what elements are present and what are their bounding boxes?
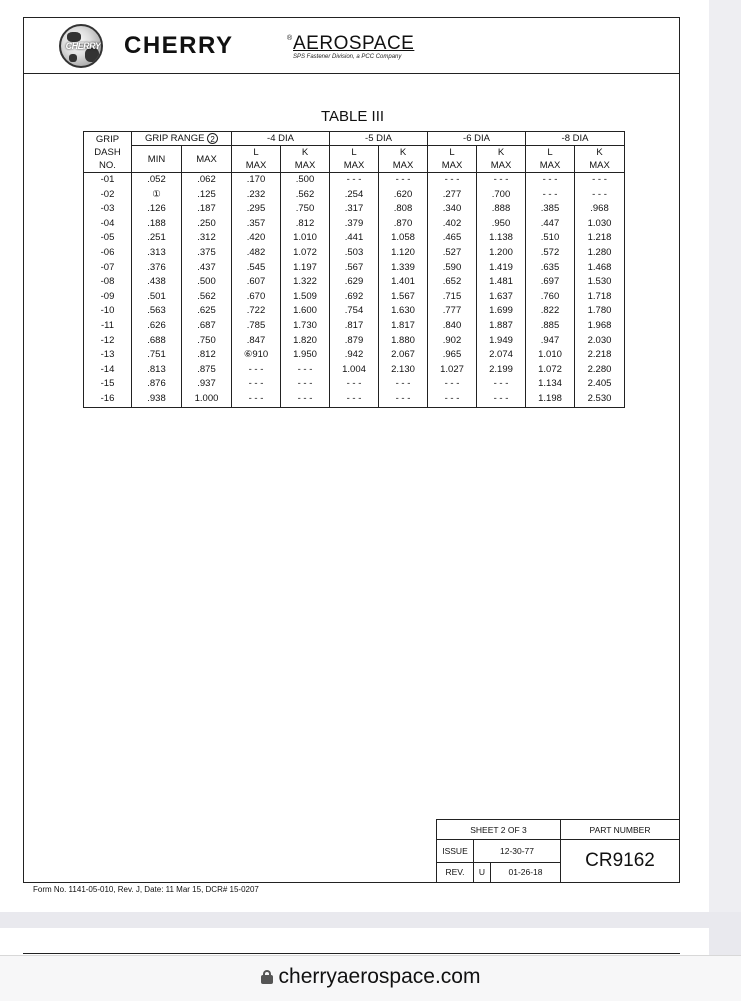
table-cell: .420 [232, 231, 281, 246]
table-cell: 2.530 [575, 392, 625, 407]
table-cell: - - - [575, 188, 625, 203]
grip-dash-cell: -11 [84, 319, 132, 334]
table-cell: .126 [132, 202, 182, 217]
sheet-number: SHEET 2 OF 3 [437, 820, 561, 840]
table-cell: .482 [232, 246, 281, 261]
table-cell: .590 [428, 261, 477, 276]
grip-dash-cell: -04 [84, 217, 132, 232]
k-max-header: K MAX [477, 146, 526, 173]
table-cell: .438 [132, 275, 182, 290]
table-row [84, 334, 625, 349]
table-cell: .870 [379, 217, 428, 232]
table-cell: - - - [477, 377, 526, 392]
dia-5-header: -5 DIA [330, 132, 428, 146]
table-cell: .545 [232, 261, 281, 276]
table-cell: .688 [132, 334, 182, 349]
table-cell: 1.200 [477, 246, 526, 261]
table-cell: .170 [232, 173, 281, 188]
grip-table-body [84, 173, 625, 408]
l-max-header: L MAX [428, 146, 477, 173]
table-cell: 1.820 [281, 334, 330, 349]
issue-label: ISSUE [437, 840, 474, 862]
page-scroll-edge [709, 0, 741, 912]
lock-icon [261, 970, 273, 984]
table-cell: 1.887 [477, 319, 526, 334]
grip-dash-cell: -12 [84, 334, 132, 349]
grip-dash-cell: -09 [84, 290, 132, 305]
table-cell: .635 [526, 261, 575, 276]
browser-address-bar[interactable] [0, 955, 741, 1001]
table-cell: .879 [330, 334, 379, 349]
table-cell: 1.401 [379, 275, 428, 290]
table-cell: 2.199 [477, 363, 526, 378]
min-header: MIN [132, 146, 182, 173]
table-cell: 1.138 [477, 231, 526, 246]
table-cell: .572 [526, 246, 575, 261]
table-row [84, 290, 625, 305]
table-cell: .375 [182, 246, 232, 261]
grip-dash-cell: -15 [84, 377, 132, 392]
grip-dash-no-header: GRIP DASH NO. [84, 132, 132, 173]
table-cell: .312 [182, 231, 232, 246]
table-cell: .715 [428, 290, 477, 305]
grip-table [83, 131, 625, 408]
table-cell: 2.218 [575, 348, 625, 363]
grip-dash-cell: -16 [84, 392, 132, 407]
table-cell: .629 [330, 275, 379, 290]
dia-4-header: -4 DIA [232, 132, 330, 146]
dia-6-header: -6 DIA [428, 132, 526, 146]
part-number: CR9162 [561, 840, 680, 883]
table-cell: .313 [132, 246, 182, 261]
table-cell: .968 [575, 202, 625, 217]
table-cell: .500 [182, 275, 232, 290]
rev-date: 01-26-18 [491, 862, 561, 882]
table-cell: .965 [428, 348, 477, 363]
table-cell: - - - [428, 173, 477, 188]
form-number-footer: Form No. 1141-05-010, Rev. J, Date: 11 Mar 15, DCR# 15-0207 [33, 885, 259, 894]
table-cell: 2.405 [575, 377, 625, 392]
table-cell: .750 [182, 334, 232, 349]
table-cell: - - - [281, 392, 330, 407]
table-cell: - - - [379, 392, 428, 407]
table-cell: - - - [330, 392, 379, 407]
table-cell: .385 [526, 202, 575, 217]
table-cell: .626 [132, 319, 182, 334]
table-cell: .062 [182, 173, 232, 188]
table-row [84, 304, 625, 319]
table-cell: .340 [428, 202, 477, 217]
table-cell: 1.198 [526, 392, 575, 407]
table-cell: 2.280 [575, 363, 625, 378]
table-cell: .187 [182, 202, 232, 217]
table-cell: .817 [330, 319, 379, 334]
logo-text: CHERRY [65, 41, 101, 51]
table-cell: .251 [132, 231, 182, 246]
table-cell: .562 [281, 188, 330, 203]
table-cell: - - - [526, 173, 575, 188]
table-cell: 1.004 [330, 363, 379, 378]
table-cell: .812 [281, 217, 330, 232]
table-cell: .888 [477, 202, 526, 217]
next-page-preview [0, 928, 709, 958]
table-cell: 1.030 [575, 217, 625, 232]
table-cell: - - - [330, 377, 379, 392]
table-cell: 1.968 [575, 319, 625, 334]
table-cell: ① [132, 188, 182, 203]
table-cell: 1.072 [526, 363, 575, 378]
l-max-header: L MAX [526, 146, 575, 173]
table-cell: 1.010 [526, 348, 575, 363]
table-cell: 1.780 [575, 304, 625, 319]
table-row [84, 246, 625, 261]
grip-dash-cell: -01 [84, 173, 132, 188]
table-title: TABLE III [320, 108, 385, 125]
table-cell: .947 [526, 334, 575, 349]
table-cell: .232 [232, 188, 281, 203]
table-row [84, 275, 625, 290]
table-cell: .760 [526, 290, 575, 305]
table-row [84, 202, 625, 217]
table-cell: .754 [330, 304, 379, 319]
table-cell: .317 [330, 202, 379, 217]
table-cell: - - - [330, 173, 379, 188]
table-cell: .687 [182, 319, 232, 334]
grip-dash-cell: -10 [84, 304, 132, 319]
table-cell: 1.637 [477, 290, 526, 305]
table-cell: 1.600 [281, 304, 330, 319]
issue-date: 12-30-77 [474, 840, 561, 862]
rev-letter: U [474, 862, 491, 882]
table-cell: .402 [428, 217, 477, 232]
table-cell: .567 [330, 261, 379, 276]
table-cell: - - - [526, 188, 575, 203]
table-cell: 1.027 [428, 363, 477, 378]
table-cell: 1.718 [575, 290, 625, 305]
table-row [84, 173, 625, 188]
grip-dash-cell: -06 [84, 246, 132, 261]
table-cell: 2.130 [379, 363, 428, 378]
table-cell: 1.072 [281, 246, 330, 261]
table-cell: 1.949 [477, 334, 526, 349]
table-cell: 2.074 [477, 348, 526, 363]
part-number-label: PART NUMBER [561, 820, 680, 840]
table-cell: .357 [232, 217, 281, 232]
table-cell: 1.280 [575, 246, 625, 261]
table-cell: .808 [379, 202, 428, 217]
table-row [84, 319, 625, 334]
table-cell: .379 [330, 217, 379, 232]
table-cell: 1.010 [281, 231, 330, 246]
table-row [84, 231, 625, 246]
table-cell: - - - [379, 377, 428, 392]
table-cell: .254 [330, 188, 379, 203]
note-2-marker: 2 [207, 133, 218, 144]
table-cell: .692 [330, 290, 379, 305]
table-cell: .295 [232, 202, 281, 217]
grip-range-header: GRIP RANGE 2 [132, 132, 232, 146]
brand-aerospace: AEROSPACE [293, 33, 415, 54]
table-cell: - - - [477, 173, 526, 188]
table-cell: .188 [132, 217, 182, 232]
brand-subtitle: SPS Fastener Division, a PCC Company [293, 54, 402, 60]
table-cell: 2.067 [379, 348, 428, 363]
max-header: MAX [182, 146, 232, 173]
table-cell: .563 [132, 304, 182, 319]
table-row [84, 392, 625, 407]
brand-name: CHERRY [124, 32, 234, 59]
table-cell: 1.339 [379, 261, 428, 276]
rev-label: REV. [437, 862, 474, 882]
table-cell: - - - [232, 392, 281, 407]
table-cell: .652 [428, 275, 477, 290]
table-cell: .885 [526, 319, 575, 334]
table-cell: 1.730 [281, 319, 330, 334]
table-cell: .950 [477, 217, 526, 232]
table-cell: 1.530 [575, 275, 625, 290]
table-cell: .777 [428, 304, 477, 319]
table-cell: - - - [281, 377, 330, 392]
table-cell: 1.134 [526, 377, 575, 392]
cherry-globe-logo [59, 24, 103, 68]
table-cell: .376 [132, 261, 182, 276]
table-cell: 1.197 [281, 261, 330, 276]
table-cell: 1.481 [477, 275, 526, 290]
table-cell: .437 [182, 261, 232, 276]
table-cell: .812 [182, 348, 232, 363]
table-cell: .875 [182, 363, 232, 378]
table-cell: 1.468 [575, 261, 625, 276]
table-cell: .750 [281, 202, 330, 217]
table-cell: .785 [232, 319, 281, 334]
table-cell: .052 [132, 173, 182, 188]
table-cell: .250 [182, 217, 232, 232]
grip-dash-cell: -02 [84, 188, 132, 203]
k-max-header: K MAX [575, 146, 625, 173]
table-row [84, 217, 625, 232]
table-cell: 1.567 [379, 290, 428, 305]
title-block [436, 819, 680, 883]
table-cell: .277 [428, 188, 477, 203]
table-cell: .503 [330, 246, 379, 261]
table-cell: .722 [232, 304, 281, 319]
table-cell: 1.058 [379, 231, 428, 246]
table-cell: .510 [526, 231, 575, 246]
table-row [84, 377, 625, 392]
grip-dash-cell: -07 [84, 261, 132, 276]
table-cell: .447 [526, 217, 575, 232]
table-cell: 1.218 [575, 231, 625, 246]
table-cell: .937 [182, 377, 232, 392]
table-cell: .876 [132, 377, 182, 392]
dia-8-header: -8 DIA [526, 132, 625, 146]
table-cell: 1.880 [379, 334, 428, 349]
table-cell: 1.322 [281, 275, 330, 290]
table-cell: 1.000 [182, 392, 232, 407]
table-cell: .500 [281, 173, 330, 188]
table-cell: .822 [526, 304, 575, 319]
k-max-header: K MAX [379, 146, 428, 173]
table-cell: 1.120 [379, 246, 428, 261]
table-cell: 1.699 [477, 304, 526, 319]
table-cell: .942 [330, 348, 379, 363]
table-cell: - - - [575, 173, 625, 188]
table-cell: .847 [232, 334, 281, 349]
url-text: cherryaerospace.com [278, 965, 481, 988]
table-cell: .700 [477, 188, 526, 203]
table-cell: - - - [428, 377, 477, 392]
grip-dash-cell: -03 [84, 202, 132, 217]
table-cell: - - - [428, 392, 477, 407]
table-cell: .441 [330, 231, 379, 246]
table-cell: 2.030 [575, 334, 625, 349]
table-cell: .840 [428, 319, 477, 334]
k-max-header: K MAX [281, 146, 330, 173]
table-cell: 1.630 [379, 304, 428, 319]
table-cell: 1.950 [281, 348, 330, 363]
table-cell: .625 [182, 304, 232, 319]
table-cell: 1.509 [281, 290, 330, 305]
table-cell: .620 [379, 188, 428, 203]
table-cell: .501 [132, 290, 182, 305]
table-cell: .465 [428, 231, 477, 246]
l-max-header: L MAX [330, 146, 379, 173]
grip-dash-cell: -08 [84, 275, 132, 290]
table-cell: .670 [232, 290, 281, 305]
next-page-frame-edge [23, 953, 680, 954]
table-cell: 1.817 [379, 319, 428, 334]
table-cell: 1.419 [477, 261, 526, 276]
table-row [84, 188, 625, 203]
table-cell: - - - [232, 363, 281, 378]
grip-dash-cell: -13 [84, 348, 132, 363]
grip-dash-cell: -05 [84, 231, 132, 246]
table-cell: .751 [132, 348, 182, 363]
table-cell: - - - [379, 173, 428, 188]
grip-dash-cell: -14 [84, 363, 132, 378]
drawing-frame [23, 17, 680, 883]
table-cell: .125 [182, 188, 232, 203]
table-cell: - - - [281, 363, 330, 378]
header-divider [24, 73, 679, 74]
table-cell: .697 [526, 275, 575, 290]
table-cell: .813 [132, 363, 182, 378]
table-row [84, 261, 625, 276]
url-display[interactable] [0, 965, 741, 989]
table-row [84, 363, 625, 378]
table-cell: .527 [428, 246, 477, 261]
l-max-header: L MAX [232, 146, 281, 173]
table-cell: .902 [428, 334, 477, 349]
registered-mark: ® [287, 35, 293, 42]
table-cell: - - - [232, 377, 281, 392]
table-cell: ⑥910 [232, 348, 281, 363]
table-cell: - - - [477, 392, 526, 407]
table-cell: .938 [132, 392, 182, 407]
table-cell: .562 [182, 290, 232, 305]
table-row [84, 348, 625, 363]
table-cell: .607 [232, 275, 281, 290]
